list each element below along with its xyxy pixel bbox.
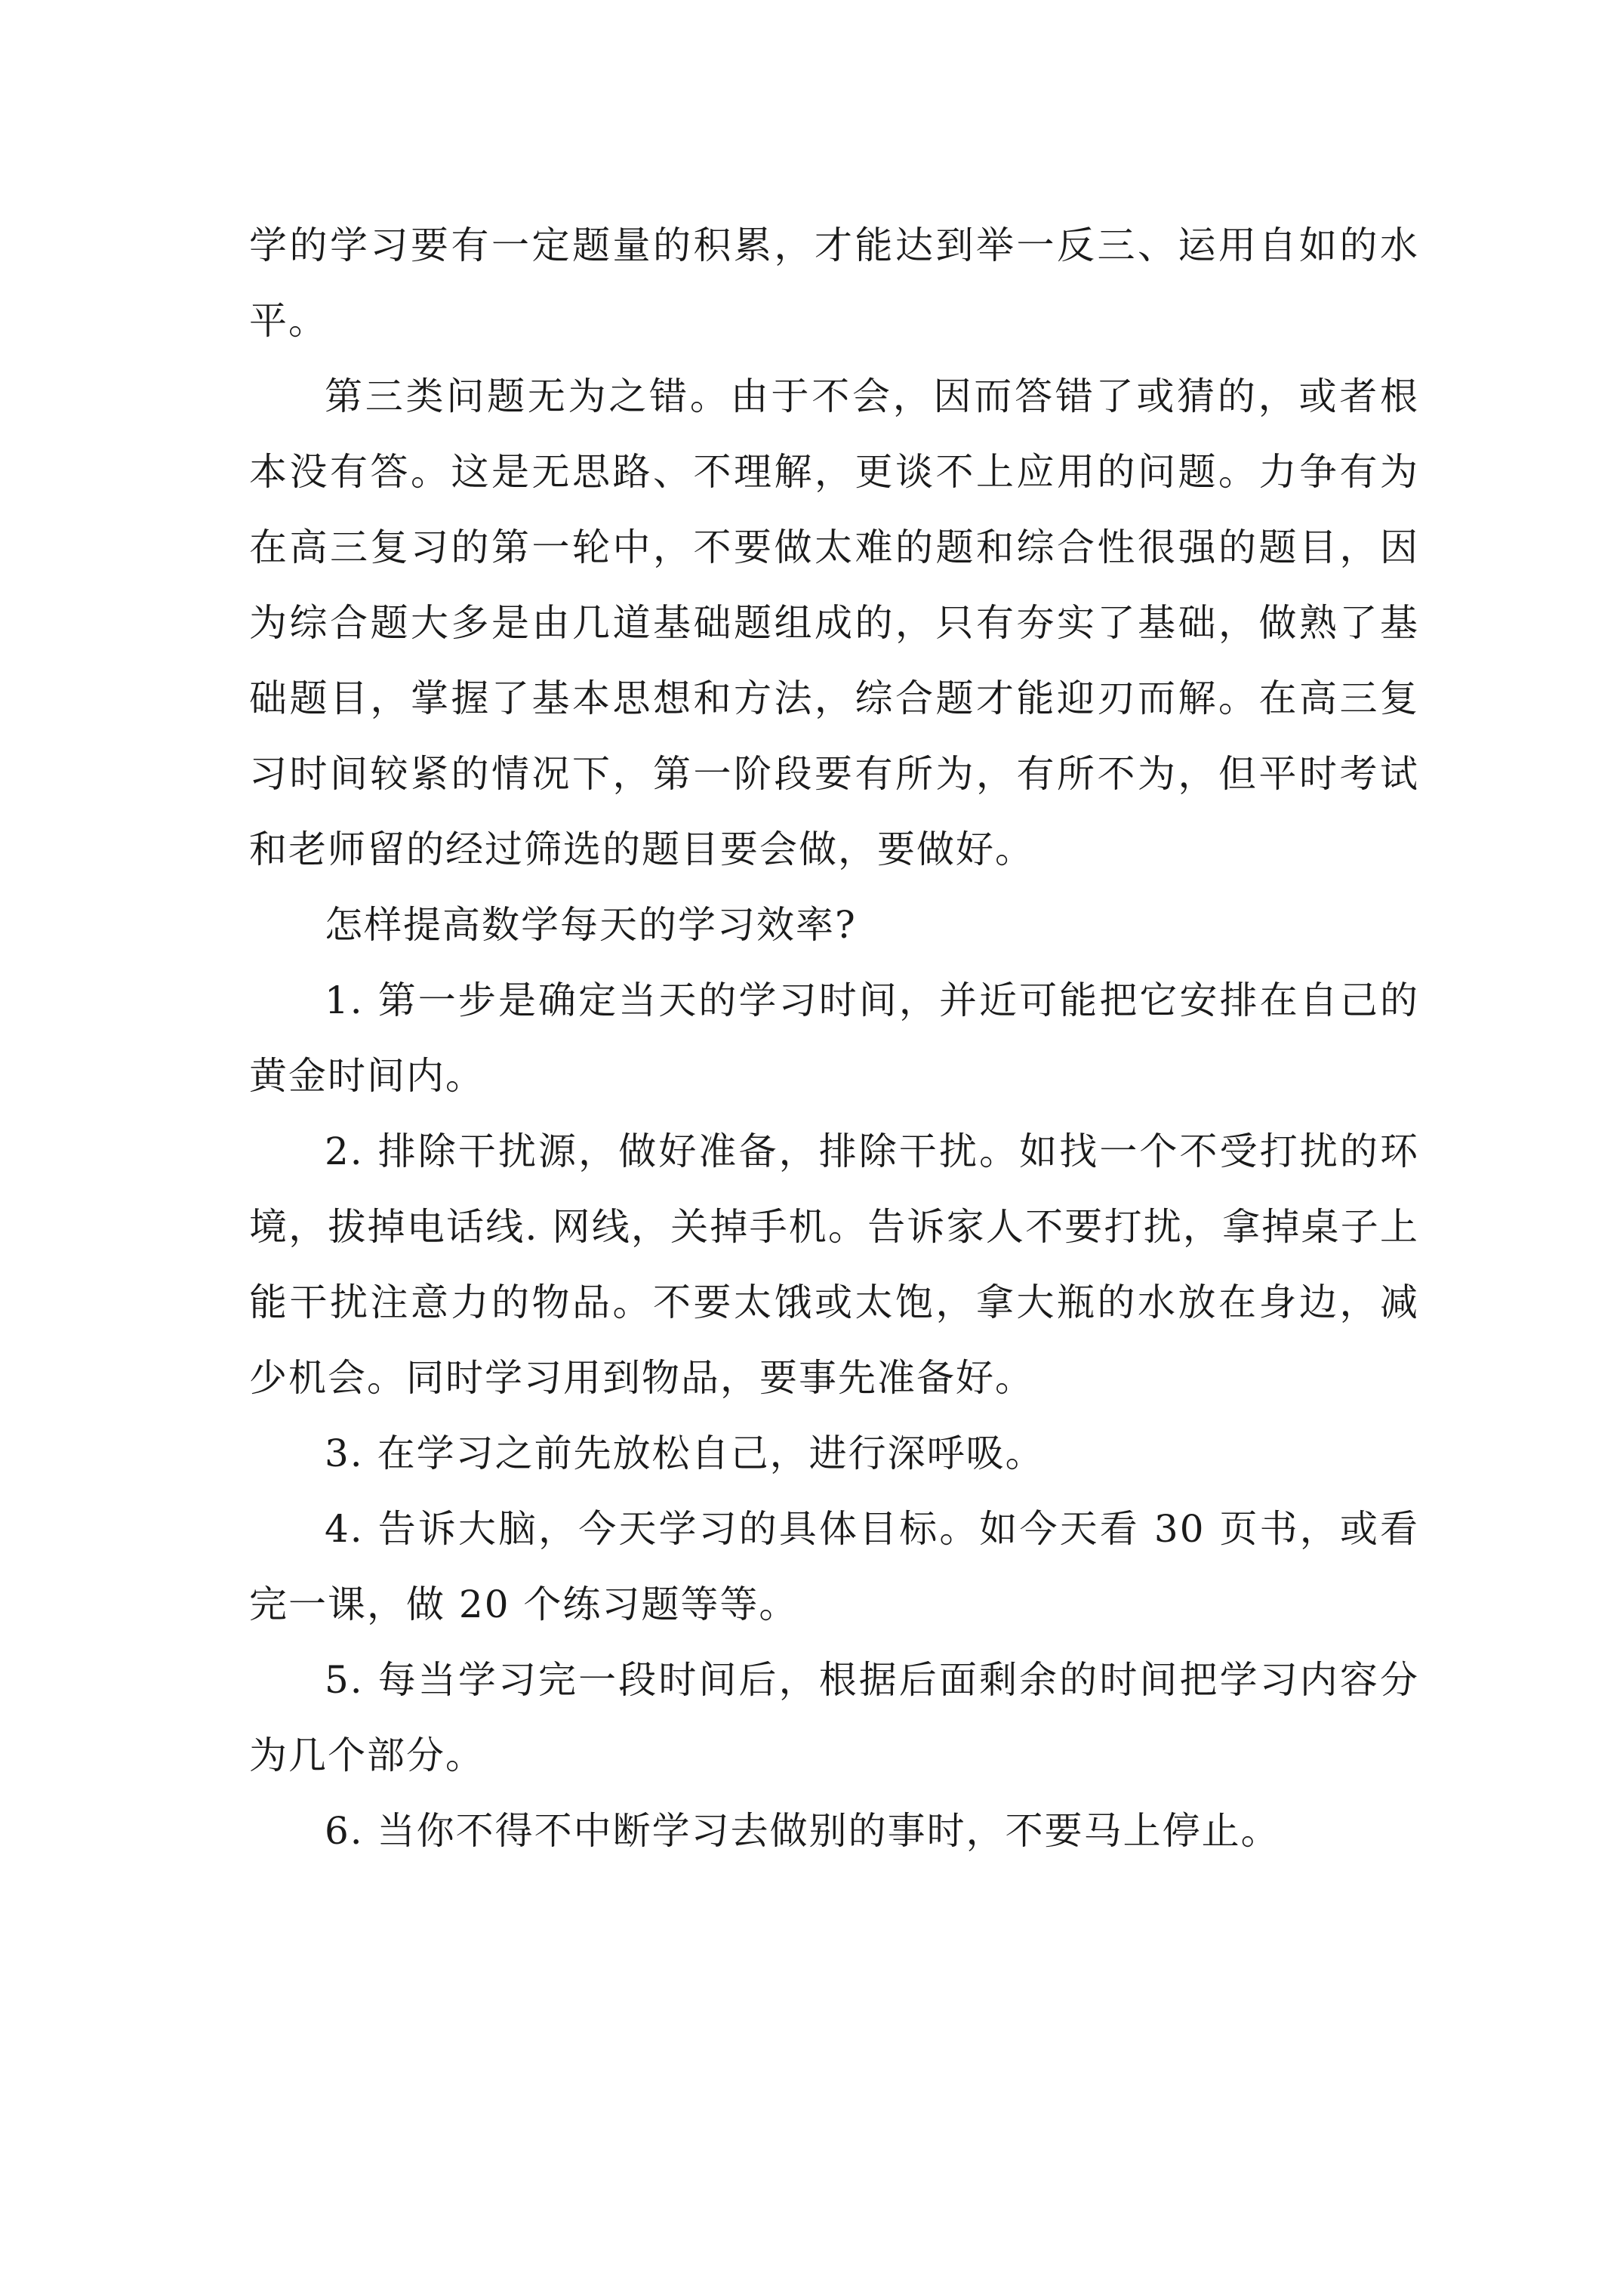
paragraph-continuation: 学的学习要有一定题量的积累，才能达到举一反三、运用自如的水平。 [249,223,1419,343]
list-item-2: 2. 排除干扰源，做好准备，排除干扰。如找一个不受打扰的环境，拔掉电话线. 网线，关掉手机。告诉家人不要打扰，拿掉桌子上能干扰注意力的物品。不要太饿或太饱，拿大瓶的水放在身边，减少机会。同时学习用到物品，要事先准备好。 [249,1130,1419,1400]
list-item-1: 1. 第一步是确定当天的学习时间，并近可能把它安排在自己的黄金时间内。 [249,978,1419,1098]
list-item-4: 4. 告诉大脑，今天学习的具体目标。如今天看 30 页书，或看完一课，做 20 个练习题等等。 [249,1507,1419,1626]
paragraph-third-problem-type: 第三类问题无为之错。由于不会，因而答错了或猜的，或者根本没有答。这是无思路、不理解，更谈不上应用的问题。力争有为在高三复习的第一轮中，不要做太难的题和综合性很强的题目，因为综合题大多是由几道基础题组成的，只有夯实了基础，做熟了基础题目，掌握了基本思想和方法，综合题才能迎刃而解。在高三复习时间较紧的情况下，第一阶段要有所为，有所不为，但平时考试和老师留的经过筛选的题目要会做，要做好。 [249,374,1419,871]
document-body [249,208,1419,1869]
list-item-3: 3. 在学习之前先放松自己，进行深呼吸。 [325,1432,1045,1475]
section-question-heading: 怎样提高数学每天的学习效率? [325,903,857,947]
list-item-5: 5. 每当学习完一段时间后，根据后面剩余的时间把学习内容分为几个部分。 [249,1658,1419,1777]
list-item-6: 6. 当你不得不中断学习去做别的事时，不要马上停止。 [325,1809,1280,1853]
